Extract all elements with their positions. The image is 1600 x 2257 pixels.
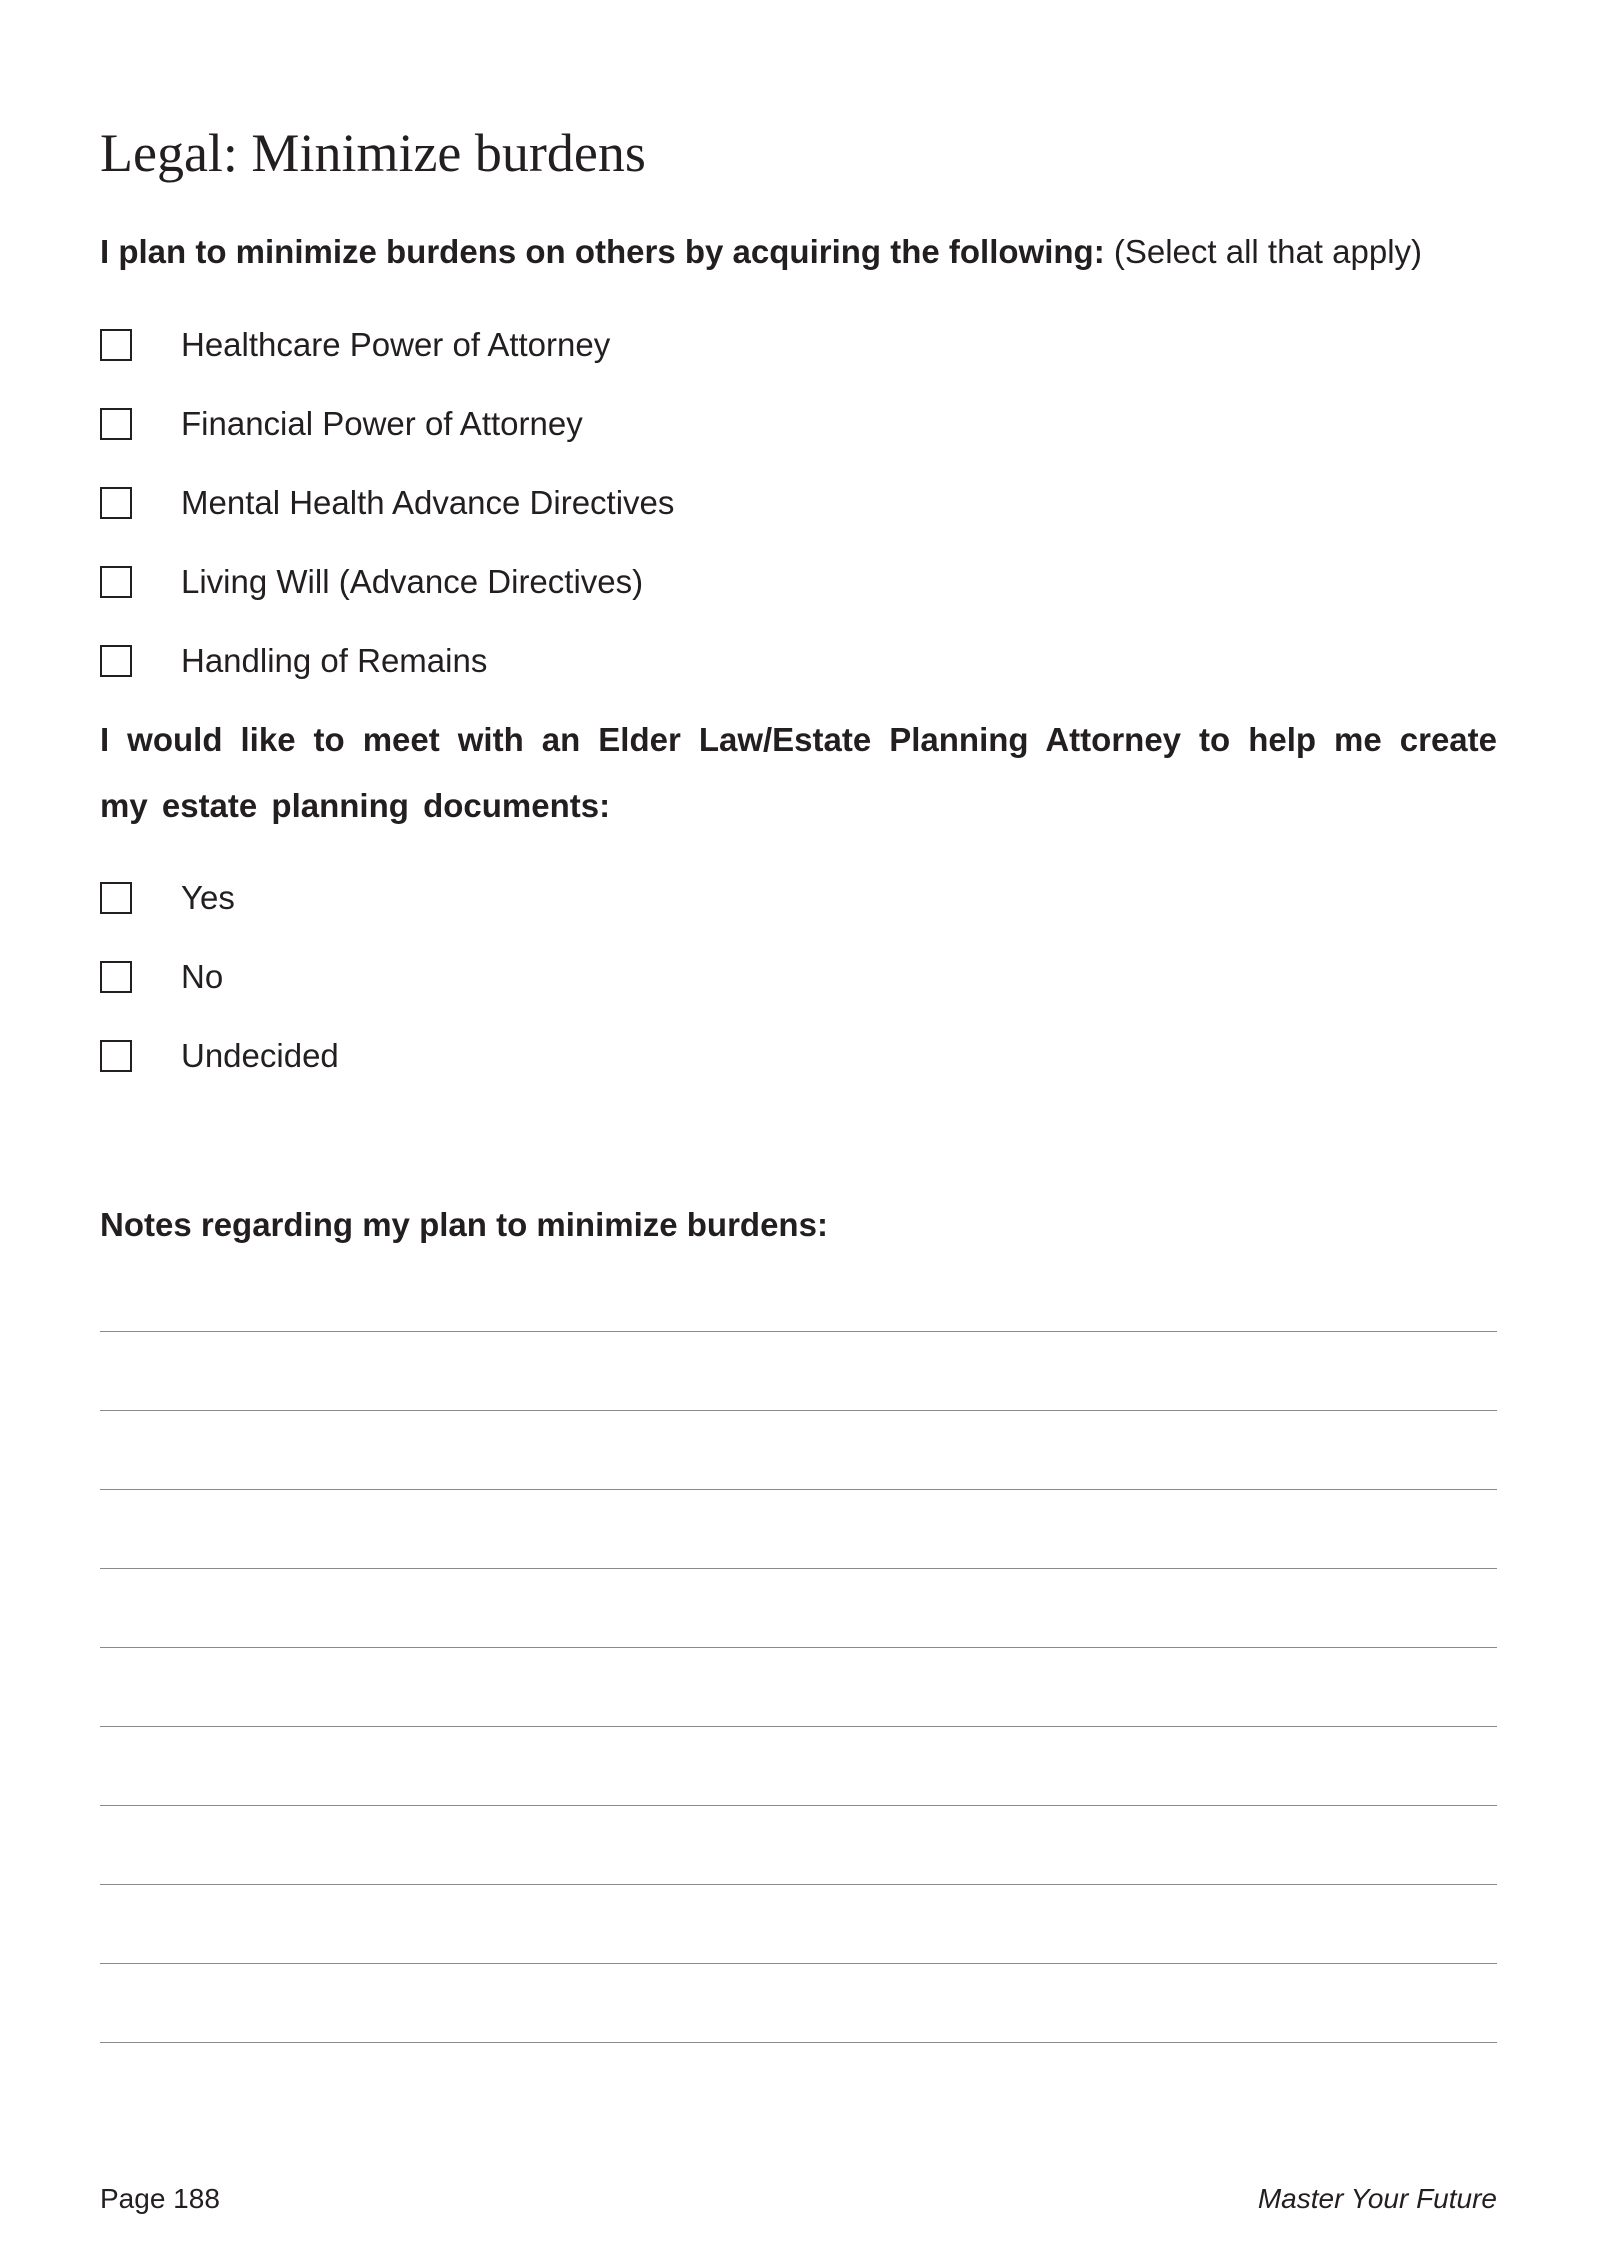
documents-checklist [100,305,674,700]
notes-heading: Notes regarding my plan to minimize burdens: [100,1206,828,1243]
notes-line[interactable] [100,2042,1497,2121]
checklist-item-label: Mental Health Advance Directives [181,483,675,521]
notes-line[interactable] [100,1410,1497,1489]
checklist-item-label: No [181,957,224,995]
notes-line[interactable] [100,1568,1497,1647]
checklist-item-financial-poa [100,384,674,463]
documents-prompt [100,226,1422,278]
documents-prompt-bold: I plan to minimize burdens on others by acquiring the following: [100,233,1105,270]
checkbox-yes[interactable] [100,882,132,914]
checklist-item-living-will [100,542,674,621]
checklist-item-healthcare-poa [100,305,674,384]
checklist-item-mental-health-directives [100,463,674,542]
checklist-item-label: Undecided [181,1036,339,1074]
checkbox-undecided[interactable] [100,1040,132,1072]
page-number: Page 188 [100,2183,220,2214]
notes-line[interactable] [100,1489,1497,1568]
checkbox-no[interactable] [100,961,132,993]
checklist-item-label: Living Will (Advance Directives) [181,562,644,600]
notes-writing-lines [100,1331,1497,2121]
checkbox-financial-poa[interactable] [100,408,132,440]
checkbox-living-will[interactable] [100,566,132,598]
checkbox-mental-health-directives[interactable] [100,487,132,519]
notes-line[interactable] [100,1805,1497,1884]
checklist-item-label: Financial Power of Attorney [181,404,583,442]
checklist-item-label: Healthcare Power of Attorney [181,325,611,363]
checklist-item-no [100,937,339,1016]
attorney-prompt: I would like to meet with an Elder Law/Estate Planning Attorney to help me create my estate planning documents: [100,721,1497,824]
checklist-item-undecided [100,1016,339,1095]
notes-line[interactable] [100,1963,1497,2042]
notes-line[interactable] [100,1884,1497,1963]
book-title: Master Your Future [1257,2183,1497,2214]
checklist-item-yes [100,858,339,937]
notes-line[interactable] [100,1647,1497,1726]
checkbox-handling-of-remains[interactable] [100,645,132,677]
notes-line[interactable] [100,1331,1497,1410]
notes-line[interactable] [100,1726,1497,1805]
checklist-item-label: Handling of Remains [181,641,488,679]
documents-prompt-note: (Select all that apply) [1113,233,1423,270]
checklist-item-handling-of-remains [100,621,674,700]
checklist-item-label: Yes [181,878,235,916]
page-title: Legal: Minimize burdens [100,123,646,183]
meeting-checklist [100,858,339,1095]
checkbox-healthcare-poa[interactable] [100,329,132,361]
